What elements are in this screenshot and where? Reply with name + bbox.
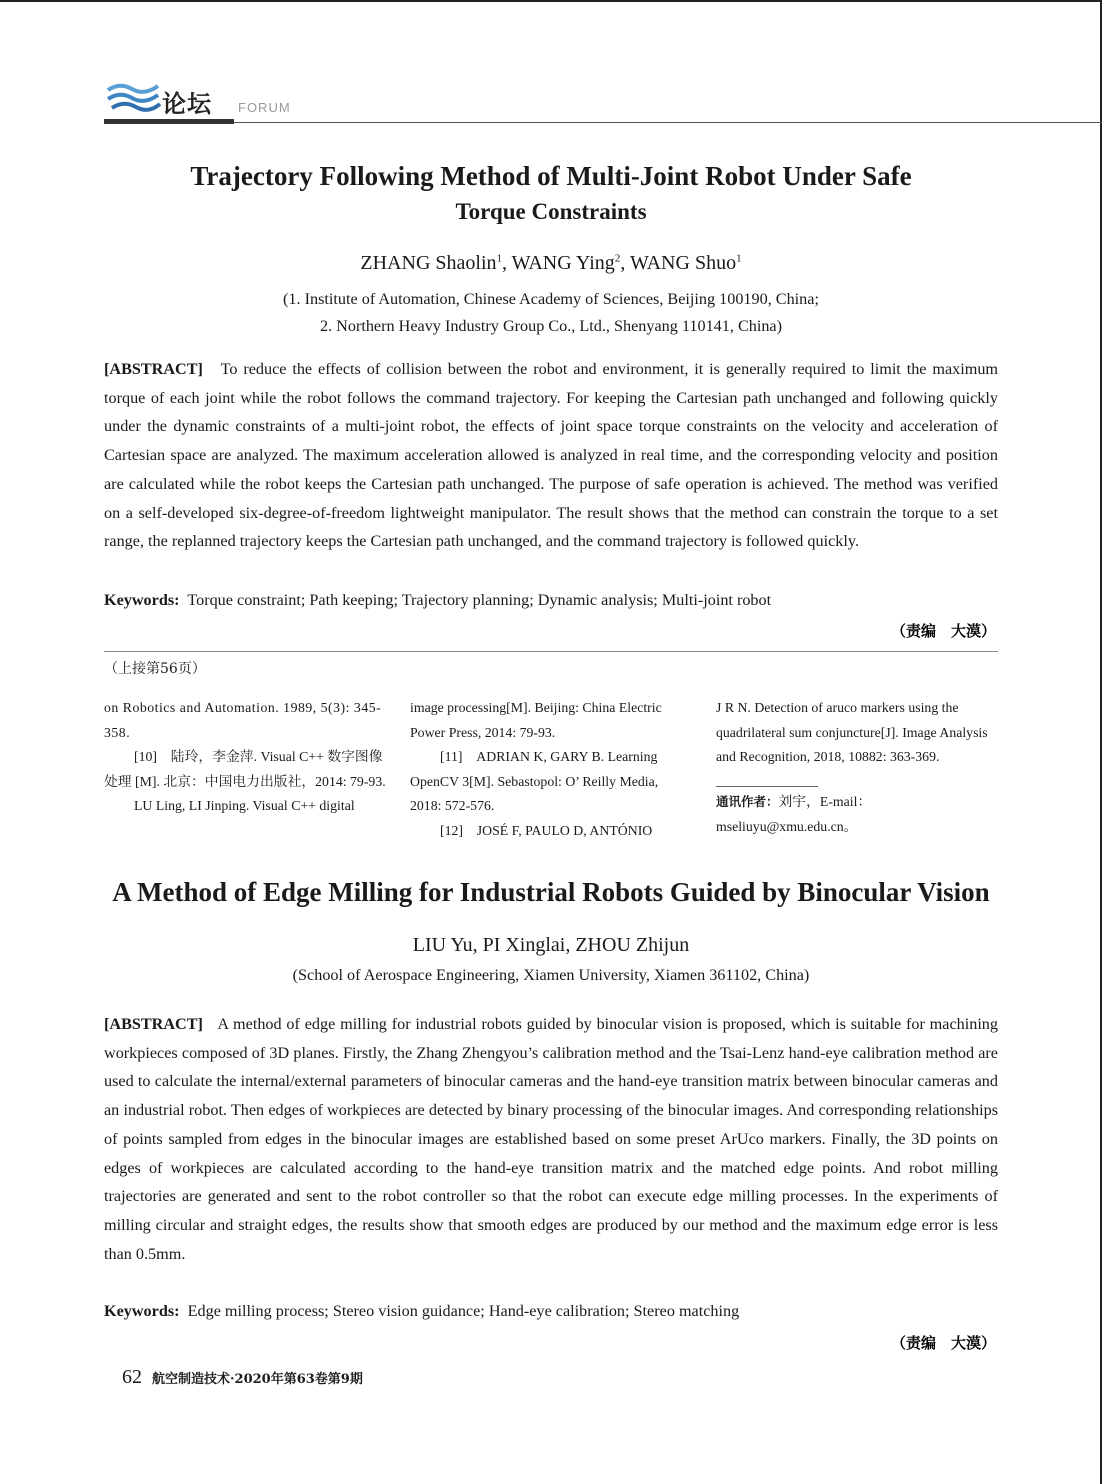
keywords-text: Edge milling process; Stereo vision guidance; Hand-eye calibration; Stereo matching (187, 1302, 740, 1320)
keywords-label: Keywords: (104, 591, 180, 609)
keywords-label: Keywords: (104, 1302, 180, 1320)
abstract-text: To reduce the effects of collision between the robot and environment, it is generally required to limit the maximum torque of each joint while the robot follows the command trajectory. For keeping the Cartesian path unchanged and following quickly under the dynamic constraints of a multi-joint robot, the effects of joint space torque constraints on the velocity and acceleration of Cartesian space are analyzed. The maximum acceleration allowed is analyzed in real time, and the corresponding velocity and position are calculated while the robot keeps the Cartesian path unchanged. The purpose of safe operation is achieved. The method was verified on a self-developed six-degree-of-freedom lightweight manipulator. The result shows that the method can constrain the torque to a set range, the replanned trajectory keeps the Cartesian path unchanged, and the command trajectory is followed quickly. (104, 360, 998, 551)
corr-text: 刘宇，E-mail：mseliuyu@xmu.edu.cn。 (716, 794, 872, 834)
author-3: WANG Shuo (629, 252, 737, 274)
paper1-authors (104, 252, 998, 275)
abstract-label: [ABSTRACT] (104, 360, 203, 378)
paper2-affiliation: (School of Aerospace Engineering, Xiamen University, Xiamen 361102, China) (292, 966, 810, 984)
ref-12: [12] JOSÉ F, PAULO D, ANTÓNIO (440, 822, 653, 838)
forum-logo-text: 论坛 (162, 90, 212, 118)
paper2-editor: （责编 大漠） (890, 1334, 996, 1352)
refs-continued: （上接第56页） (104, 661, 206, 677)
page-number: 62 (122, 1366, 142, 1388)
author-sep: , (620, 252, 630, 274)
author-sep: , (502, 252, 512, 274)
forum-header (104, 74, 1102, 126)
abstract-label: [ABSTRACT] (104, 1015, 203, 1033)
journal-info: 航空制造技术·2020年第63卷第9期 (152, 1372, 363, 1387)
paper2-title: A Method of Edge Milling for Industrial Robots Guided by Binocular Vision (112, 877, 990, 907)
ref-11: [11] ADRIAN K, GARY B. Learning OpenCV 3[M]. Sebastopol: O’ Reilly Media, 2018: 572-576. (410, 749, 659, 813)
corr-label: 通讯作者： (716, 794, 779, 809)
paper1-title (104, 158, 998, 230)
paper1-title-line2: Torque Constraints (455, 199, 647, 224)
section-divider (104, 651, 998, 652)
author-1-sup: 1 (496, 252, 503, 265)
author-3-sup: 1 (736, 252, 742, 265)
paper1-affiliation (104, 286, 998, 340)
ref-10: [10] 陆玲，李金萍. Visual C++ 数字图像处理 [M]. 北京：中国电力出版社，2014: 79-93. (104, 749, 386, 789)
affil-line2: 2. Northern Heavy Industry Group Co., Ltd., Shenyang 110141, China) (319, 317, 783, 335)
paper1-editor: （责编 大漠） (890, 622, 996, 640)
paper2-abstract (104, 1010, 998, 1268)
header-rule (234, 122, 1102, 123)
ref-line: on Robotics and Automation. 1989, 5(3): 345-358. (104, 700, 382, 740)
page-footer (122, 1366, 363, 1389)
keywords-text: Torque constraint; Path keeping; Trajectory planning; Dynamic analysis; Multi-joint robot (187, 591, 772, 609)
ref-line: J R N. Detection of aruco markers using the quadrilateral sum conjuncture[J]. Image Analysis and Recognition, 2018, 10882: 363-369. (716, 700, 988, 764)
author-2: WANG Ying (511, 252, 615, 274)
refs-column-2 (410, 696, 692, 843)
paper1-title-line1: Trajectory Following Method of Multi-Joint Robot Under Safe (190, 161, 912, 191)
paper2-keywords (104, 1302, 998, 1321)
author-1: ZHANG Shaolin (360, 252, 497, 274)
refs-column-3 (716, 696, 998, 770)
forum-logo-en: FORUM (238, 100, 291, 115)
ref-line: image processing[M]. Beijing: China Electric Power Press, 2014: 79-93. (410, 700, 662, 740)
author-2-sup: 2 (614, 252, 621, 265)
paper2-authors: LIU Yu, PI Xinglai, ZHOU Zhijun (412, 934, 690, 956)
abstract-text: A method of edge milling for industrial robots guided by binocular vision is proposed, which is suitable for machining workpieces composed of 3D planes. Firstly, the Zhang Zhengyou’s calibration method and the Tsai-Lenz hand-eye calibration method are used to calculate the internal/external parameters of binocular cameras and the hand-eye transition matrix between binocular cameras and an industrial robot. Then edges of workpieces are detected by binary processing of the binocular images. And corresponding relationships of points sampled from edges in the binocular images are established based on some preset ArUco markers. Finally, the 3D points on edges of workpieces are calculated according to the hand-eye transition matrix and the matched edge points. And robot milling trajectories are generated and sent to the robot controller so that the robot can execute edge milling processes. In the experiments of milling circular and straight edges, the results show that smooth edges are produced by our method and the maximum edge error is less than 0.5mm. (104, 1015, 998, 1263)
paper1-abstract (104, 355, 998, 556)
waves-logo-icon (106, 80, 162, 116)
refs-column-1 (104, 696, 386, 819)
header-bar (104, 119, 234, 124)
footnote-rule (716, 786, 818, 787)
paper1-keywords (104, 591, 998, 610)
corresponding-author (716, 790, 998, 839)
ref-line: LU Ling, LI Jinping. Visual C++ digital (134, 798, 355, 813)
affil-line1: (1. Institute of Automation, Chinese Academy of Sciences, Beijing 100190, China; (283, 290, 819, 308)
